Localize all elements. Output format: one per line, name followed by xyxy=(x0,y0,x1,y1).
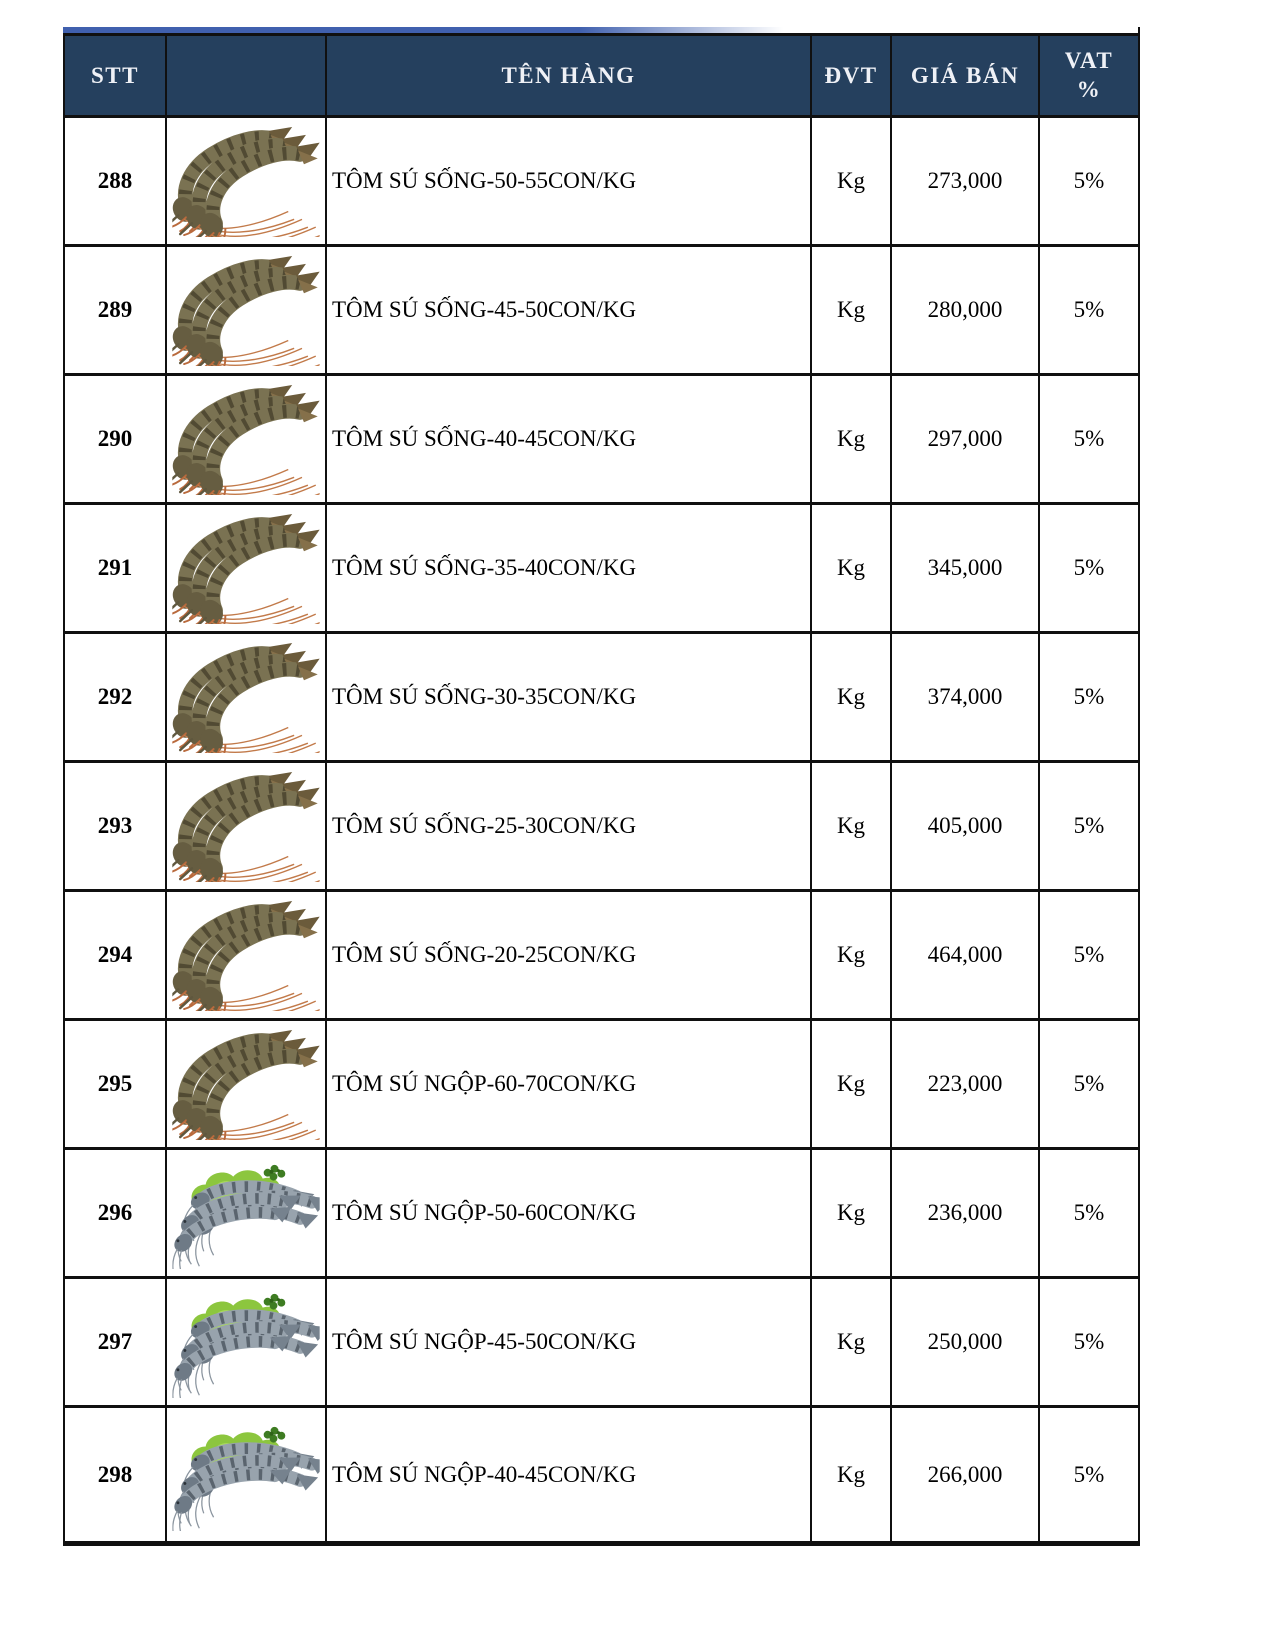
row-number-cell: 298 xyxy=(64,1407,166,1544)
vat-cell: 5% xyxy=(1039,1278,1139,1407)
row-number-cell: 296 xyxy=(64,1149,166,1278)
column-header-price: GIÁ BÁN xyxy=(891,35,1039,117)
column-header-name: TÊN HÀNG xyxy=(326,35,811,117)
price-table xyxy=(63,33,1140,1546)
product-name-cell: TÔM SÚ SỐNG-20-25CON/KG xyxy=(326,891,811,1020)
table-row xyxy=(64,1407,1139,1544)
product-name-cell: TÔM SÚ SỐNG-25-30CON/KG xyxy=(326,762,811,891)
product-image-cell xyxy=(166,762,326,891)
header-row xyxy=(64,35,1139,117)
product-image-cell xyxy=(166,1278,326,1407)
raw-tiger-prawns-image xyxy=(172,1028,320,1140)
product-image-cell xyxy=(166,1149,326,1278)
row-number-cell: 297 xyxy=(64,1278,166,1407)
row-number-cell: 294 xyxy=(64,891,166,1020)
vat-cell: 5% xyxy=(1039,504,1139,633)
product-name-cell: TÔM SÚ SỐNG-40-45CON/KG xyxy=(326,375,811,504)
price-cell: 236,000 xyxy=(891,1149,1039,1278)
vat-cell: 5% xyxy=(1039,1407,1139,1544)
product-name-cell: TÔM SÚ SỐNG-45-50CON/KG xyxy=(326,246,811,375)
price-cell: 273,000 xyxy=(891,117,1039,246)
raw-tiger-prawns-image xyxy=(172,383,320,495)
prawns-on-lettuce-image xyxy=(172,1286,320,1398)
vat-cell: 5% xyxy=(1039,1149,1139,1278)
vat-cell: 5% xyxy=(1039,633,1139,762)
unit-cell: Kg xyxy=(811,633,891,762)
table-row xyxy=(64,1149,1139,1278)
unit-cell: Kg xyxy=(811,1149,891,1278)
unit-cell: Kg xyxy=(811,891,891,1020)
raw-tiger-prawns-image xyxy=(172,125,320,237)
table-row xyxy=(64,1020,1139,1149)
row-number-cell: 295 xyxy=(64,1020,166,1149)
row-number-cell: 288 xyxy=(64,117,166,246)
price-table-header xyxy=(64,35,1139,117)
vat-cell: 5% xyxy=(1039,891,1139,1020)
unit-cell: Kg xyxy=(811,1020,891,1149)
unit-cell: Kg xyxy=(811,1407,891,1544)
prawns-on-lettuce-image xyxy=(172,1157,320,1269)
column-header-image xyxy=(166,35,326,117)
vat-cell: 5% xyxy=(1039,1020,1139,1149)
product-name-cell: TÔM SÚ SỐNG-35-40CON/KG xyxy=(326,504,811,633)
raw-tiger-prawns-image xyxy=(172,512,320,624)
product-name-cell: TÔM SÚ NGỘP-60-70CON/KG xyxy=(326,1020,811,1149)
row-number-cell: 293 xyxy=(64,762,166,891)
column-header-vat-line1: VAT xyxy=(1064,47,1114,73)
price-cell: 345,000 xyxy=(891,504,1039,633)
row-number-cell: 291 xyxy=(64,504,166,633)
price-cell: 405,000 xyxy=(891,762,1039,891)
product-image-cell xyxy=(166,1020,326,1149)
unit-cell: Kg xyxy=(811,762,891,891)
unit-cell: Kg xyxy=(811,504,891,633)
price-cell: 250,000 xyxy=(891,1278,1039,1407)
table-row xyxy=(64,117,1139,246)
row-number-cell: 289 xyxy=(64,246,166,375)
column-header-unit: ĐVT xyxy=(811,35,891,117)
raw-tiger-prawns-image xyxy=(172,254,320,366)
vat-cell: 5% xyxy=(1039,246,1139,375)
product-image-cell xyxy=(166,891,326,1020)
vat-cell: 5% xyxy=(1039,117,1139,246)
unit-cell: Kg xyxy=(811,375,891,504)
row-number-cell: 290 xyxy=(64,375,166,504)
price-cell: 464,000 xyxy=(891,891,1039,1020)
price-cell: 223,000 xyxy=(891,1020,1039,1149)
table-row xyxy=(64,633,1139,762)
product-name-cell: TÔM SÚ NGỘP-45-50CON/KG xyxy=(326,1278,811,1407)
price-cell: 266,000 xyxy=(891,1407,1039,1544)
table-row xyxy=(64,762,1139,891)
column-header-stt: STT xyxy=(64,35,166,117)
price-cell: 374,000 xyxy=(891,633,1039,762)
product-name-cell: TÔM SÚ SỐNG-50-55CON/KG xyxy=(326,117,811,246)
price-cell: 297,000 xyxy=(891,375,1039,504)
unit-cell: Kg xyxy=(811,246,891,375)
table-row xyxy=(64,1278,1139,1407)
product-name-cell: TÔM SÚ NGỘP-40-45CON/KG xyxy=(326,1407,811,1544)
product-image-cell xyxy=(166,633,326,762)
table-row xyxy=(64,891,1139,1020)
vat-cell: 5% xyxy=(1039,375,1139,504)
table-row xyxy=(64,246,1139,375)
table-row xyxy=(64,375,1139,504)
column-header-vat xyxy=(1039,35,1139,117)
product-image-cell xyxy=(166,375,326,504)
product-name-cell: TÔM SÚ SỐNG-30-35CON/KG xyxy=(326,633,811,762)
product-image-cell xyxy=(166,1407,326,1544)
raw-tiger-prawns-image xyxy=(172,770,320,882)
raw-tiger-prawns-image xyxy=(172,641,320,753)
product-image-cell xyxy=(166,246,326,375)
unit-cell: Kg xyxy=(811,117,891,246)
raw-tiger-prawns-image xyxy=(172,899,320,1011)
product-name-cell: TÔM SÚ NGỘP-50-60CON/KG xyxy=(326,1149,811,1278)
table-row xyxy=(64,504,1139,633)
product-image-cell xyxy=(166,504,326,633)
price-cell: 280,000 xyxy=(891,246,1039,375)
unit-cell: Kg xyxy=(811,1278,891,1407)
prawns-on-lettuce-image xyxy=(172,1419,320,1531)
row-number-cell: 292 xyxy=(64,633,166,762)
vat-cell: 5% xyxy=(1039,762,1139,891)
product-image-cell xyxy=(166,117,326,246)
price-table-body xyxy=(64,117,1139,1544)
column-header-vat-line2: % xyxy=(1076,76,1102,102)
